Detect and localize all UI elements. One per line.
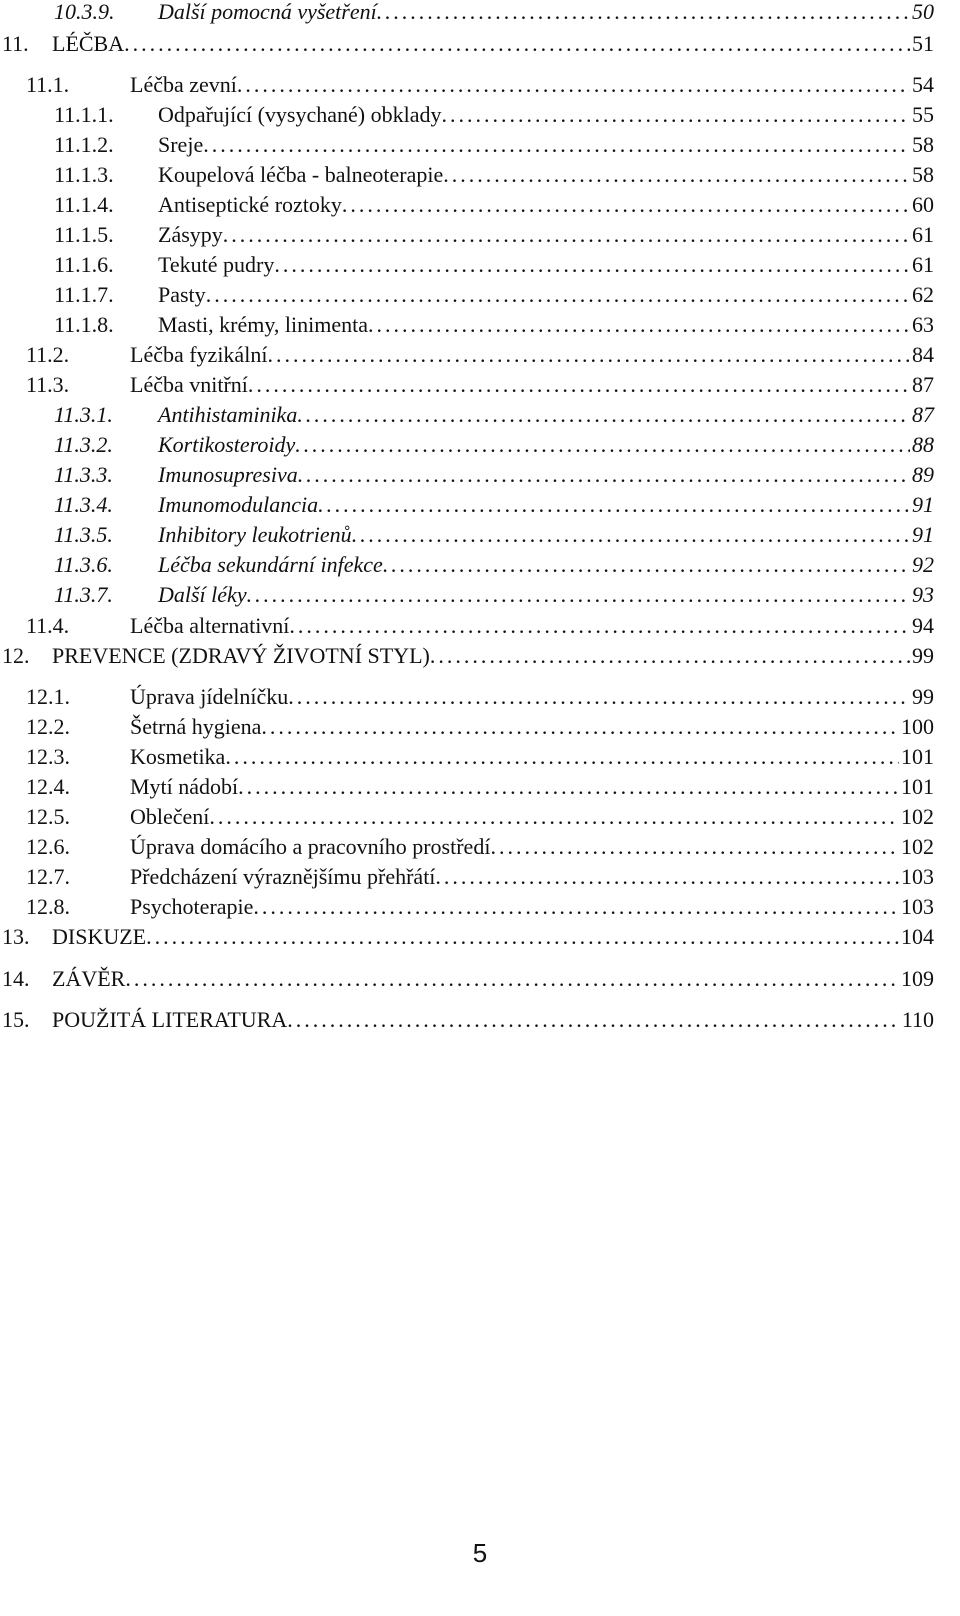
- toc-entry-number: 12.: [2, 643, 30, 668]
- toc-entry-title: Tekuté pudry: [158, 252, 275, 277]
- toc-entry-title: Zásypy: [158, 222, 223, 247]
- toc-entry-number: 12.1.: [26, 684, 70, 709]
- toc-entry-title: POUŽITÁ LITERATURA: [52, 1007, 288, 1032]
- toc-entry-number: 11.2.: [26, 342, 70, 367]
- toc-entry-title: DISKUZE: [52, 924, 147, 949]
- toc-entry-title: Psychoterapie: [130, 894, 254, 919]
- toc-entry-number: 11.: [2, 31, 29, 56]
- toc-leader-dots: [146, 922, 899, 952]
- toc-entry-number: 11.3.4.: [54, 492, 113, 517]
- toc-leader-dots: [287, 1005, 900, 1035]
- toc-entry-page: 99: [912, 684, 934, 709]
- toc-entry-page: 54: [912, 72, 934, 97]
- toc-entry-title: Léčba sekundární infekce: [158, 552, 383, 577]
- toc-entry-number: 14.: [2, 966, 30, 991]
- toc-entry-page: 92: [912, 552, 934, 577]
- toc-leader-dots: [125, 964, 899, 994]
- toc-entry-page: 110: [901, 1007, 934, 1032]
- toc-entry-title: Kortikosteroidy: [158, 432, 296, 457]
- toc-entry-title: Léčba fyzikální: [130, 342, 268, 367]
- toc-entry-page: 109: [901, 966, 934, 991]
- toc-entry-title: Koupelová léčba - balneoterapie: [158, 162, 444, 187]
- toc-entry-page: 91: [912, 522, 934, 547]
- toc-entry-title: Sreje: [158, 132, 204, 157]
- toc-entry: [26, 712, 934, 742]
- toc-leader-dots: [342, 190, 910, 220]
- toc-entry: [54, 160, 934, 190]
- toc-entry: [54, 520, 934, 550]
- toc-entry-page: 102: [901, 804, 934, 829]
- toc-entry: [26, 370, 934, 400]
- toc-entry-number: 11.3.6.: [54, 552, 113, 577]
- toc-entry-number: 10.3.9.: [54, 0, 115, 24]
- toc-entry-page: 89: [912, 462, 934, 487]
- toc-entry: [54, 220, 934, 250]
- toc-leader-dots: [383, 550, 910, 580]
- toc-leader-dots: [238, 772, 899, 802]
- toc-entry-number: 11.1.2.: [54, 132, 114, 157]
- toc-entry-number: 12.4.: [26, 774, 70, 799]
- toc-entry: [54, 100, 934, 130]
- toc-entry-title: Předcházení výraznějšímu přehřátí: [130, 864, 436, 889]
- toc-entry: [26, 802, 934, 832]
- toc-entry-number: 12.2.: [26, 714, 70, 739]
- toc-entry: [54, 0, 934, 27]
- toc-leader-dots: [225, 742, 899, 772]
- toc-entry-title: Kosmetika: [130, 744, 226, 769]
- toc-entry-page: 94: [912, 613, 934, 638]
- toc-entry-page: 55: [912, 102, 934, 127]
- toc-entry-page: 91: [912, 492, 934, 517]
- toc-entry-page: 104: [901, 924, 934, 949]
- toc-entry: [26, 772, 934, 802]
- toc-entry: [26, 340, 934, 370]
- toc-entry-page: 87: [912, 372, 934, 397]
- toc-entry-page: 58: [912, 132, 934, 157]
- toc-entry-number: 12.3.: [26, 744, 70, 769]
- toc-entry-number: 15.: [2, 1007, 30, 1032]
- toc-leader-dots: [430, 641, 910, 671]
- toc-leader-dots: [318, 490, 910, 520]
- toc-entry-number: 11.3.2.: [54, 432, 113, 457]
- toc-leader-dots: [124, 29, 910, 59]
- toc-leader-dots: [223, 220, 910, 250]
- toc-entry-title: Šetrná hygiena: [130, 714, 262, 739]
- toc-entry-number: 11.1.5.: [54, 222, 114, 247]
- toc-entry-title: Antiseptické roztoky: [158, 192, 342, 217]
- toc-entry: [26, 862, 934, 892]
- toc-entry-title: Oblečení: [130, 804, 210, 829]
- toc-entry-title: Odpařující (vysychané) obklady: [158, 102, 442, 127]
- toc-entry-page: 93: [912, 582, 934, 607]
- toc-entry-number: 11.1.4.: [54, 192, 114, 217]
- toc-entry-page: 84: [912, 342, 934, 367]
- toc-entry: [54, 280, 934, 310]
- toc-entry: [26, 832, 934, 862]
- toc-leader-dots: [253, 892, 899, 922]
- toc-entry-number: 11.3.7.: [54, 582, 113, 607]
- toc-entry-page: 103: [901, 864, 934, 889]
- toc-entry-number: 12.6.: [26, 834, 70, 859]
- toc-entry-page: 103: [901, 894, 934, 919]
- toc-entry: [2, 1005, 934, 1035]
- toc-entry-number: 11.1.3.: [54, 162, 114, 187]
- toc-leader-dots: [267, 340, 910, 370]
- toc-leader-dots: [368, 310, 910, 340]
- toc-entry-title: Imunosupresiva: [158, 462, 298, 487]
- toc-entry: [54, 310, 934, 340]
- toc-entry-number: 11.3.1.: [54, 402, 113, 427]
- toc-leader-dots: [298, 460, 910, 490]
- toc-entry: [54, 550, 934, 580]
- toc-entry: [2, 922, 934, 952]
- toc-leader-dots: [441, 100, 910, 130]
- toc-entry-title: Imunomodulancia: [158, 492, 319, 517]
- toc-leader-dots: [203, 130, 910, 160]
- toc-leader-dots: [261, 712, 899, 742]
- toc-leader-dots: [237, 70, 910, 100]
- toc-entry-page: 100: [901, 714, 934, 739]
- toc-entry: [54, 430, 934, 460]
- toc-leader-dots: [274, 250, 910, 280]
- toc-entry-title: Masti, krémy, linimenta: [158, 312, 368, 337]
- toc-entry: [54, 580, 934, 610]
- toc-entry-title: Léčba alternativní: [130, 613, 290, 638]
- toc-leader-dots: [352, 520, 910, 550]
- toc-entry-title: LÉČBA: [52, 31, 125, 56]
- toc-entry: [2, 29, 934, 59]
- toc-leader-dots: [443, 160, 910, 190]
- toc-entry-title: Další léky: [158, 582, 247, 607]
- toc-entry: [2, 964, 934, 994]
- toc-leader-dots: [247, 580, 910, 610]
- toc-entry-page: 58: [912, 162, 934, 187]
- toc-entry: [26, 70, 934, 100]
- toc-entry: [54, 130, 934, 160]
- toc-entry-page: 62: [912, 282, 934, 307]
- toc-entry-number: 11.4.: [26, 613, 70, 638]
- toc-leader-dots: [289, 611, 910, 641]
- toc-leader-dots: [206, 280, 910, 310]
- toc-entry-title: Pasty: [158, 282, 206, 307]
- page-number: 5: [472, 1538, 488, 1568]
- toc-entry: [54, 460, 934, 490]
- toc-leader-dots: [209, 802, 899, 832]
- toc-leader-dots: [297, 400, 910, 430]
- toc-entry-number: 11.3.5.: [54, 522, 113, 547]
- toc-entry-page: 61: [912, 222, 934, 247]
- toc-entry: [54, 190, 934, 220]
- toc-entry-number: 12.8.: [26, 894, 70, 919]
- toc-entry-title: Léčba vnitřní: [130, 372, 248, 397]
- toc-leader-dots: [435, 862, 899, 892]
- toc-entry: [2, 641, 934, 671]
- toc-entry-page: 61: [912, 252, 934, 277]
- toc-entry-number: 11.1.6.: [54, 252, 114, 277]
- toc-entry-title: Léčba zevní: [130, 72, 237, 97]
- toc-leader-dots: [288, 682, 910, 712]
- toc-entry-number: 12.5.: [26, 804, 70, 829]
- toc-entry: [26, 611, 934, 641]
- toc-entry-page: 50: [912, 0, 934, 24]
- toc-entry-number: 11.1.7.: [54, 282, 114, 307]
- toc-entry-number: 11.1.1.: [54, 102, 114, 127]
- toc-entry-title: ZÁVĚR: [52, 966, 126, 991]
- toc-entry-title: Úprava jídelníčku: [130, 684, 289, 709]
- toc-leader-dots: [490, 832, 899, 862]
- toc-entry: [26, 742, 934, 772]
- toc-entry: [26, 682, 934, 712]
- toc-entry: [54, 400, 934, 430]
- toc-entry-page: 51: [912, 31, 934, 56]
- toc-entry-number: 13.: [2, 924, 30, 949]
- toc-entry-title: Úprava domácího a pracovního prostředí: [130, 834, 491, 859]
- toc-entry-title: PREVENCE (ZDRAVÝ ŽIVOTNÍ STYL): [52, 643, 430, 668]
- toc-entry-number: 12.7.: [26, 864, 70, 889]
- toc-entry: [54, 490, 934, 520]
- toc-leader-dots: [248, 370, 910, 400]
- toc-entry: [54, 250, 934, 280]
- toc-entry: [26, 892, 934, 922]
- toc-entry-number: 11.1.: [26, 72, 70, 97]
- toc-entry-page: 102: [901, 834, 934, 859]
- toc-entry-page: 88: [912, 432, 934, 457]
- toc-entry-title: Antihistaminika: [158, 402, 298, 427]
- toc-entry-page: 101: [901, 744, 934, 769]
- toc-entry-page: 60: [912, 192, 934, 217]
- toc-leader-dots: [295, 430, 910, 460]
- toc-entry-number: 11.3.: [26, 372, 70, 397]
- toc-entry-number: 11.3.3.: [54, 462, 113, 487]
- toc-entry-page: 63: [912, 312, 934, 337]
- toc-entry-title: Mytí nádobí: [130, 774, 239, 799]
- toc-entry-page: 101: [901, 774, 934, 799]
- toc-entry-number: 11.1.8.: [54, 312, 114, 337]
- toc-entry-title: Inhibitory leukotrienů: [158, 522, 352, 547]
- toc-leader-dots: [377, 0, 910, 27]
- toc-entry-page: 87: [912, 402, 934, 427]
- toc-entry-page: 99: [912, 643, 934, 668]
- toc-entry-title: Další pomocná vyšetření: [158, 0, 377, 24]
